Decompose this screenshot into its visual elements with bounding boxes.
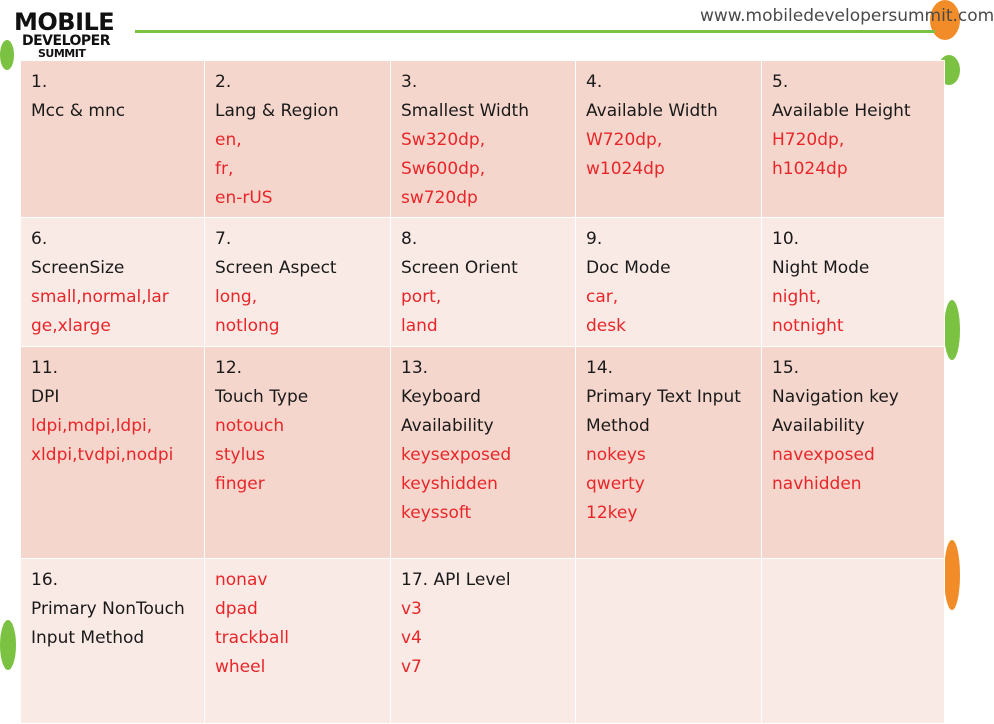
cell-number: 16. [31, 570, 59, 590]
table-cell [205, 347, 391, 559]
table-cell [391, 347, 576, 559]
cell-value: wheel [215, 657, 266, 677]
cell-number: 3. [401, 72, 418, 92]
cell-number: 7. [215, 229, 232, 249]
cell-value: long, [215, 287, 258, 307]
cell-number: 11. [31, 358, 59, 378]
cell-label: Screen Aspect [215, 258, 337, 278]
cell-label: ScreenSize [31, 258, 125, 278]
cell-value: navexposed [772, 445, 875, 465]
cell-value: keyshidden [401, 474, 498, 494]
table-row [21, 347, 945, 559]
cell-value: nokeys [586, 445, 646, 465]
cell-label: Touch Type [215, 387, 309, 407]
cell-label: 17. API Level [401, 570, 511, 590]
cell-label: Primary NonTouch Input Method [31, 599, 185, 648]
decorative-splash [944, 300, 960, 360]
cell-value: v4 [401, 628, 422, 648]
cell-value: navhidden [772, 474, 862, 494]
cell-label: Navigation key Availability [772, 387, 899, 436]
table-cell [762, 347, 945, 559]
cell-label: Keyboard Availability [401, 387, 494, 436]
cell-value: trackball [215, 628, 289, 648]
cell-value: W720dp, [586, 130, 663, 150]
cell-number: 1. [31, 72, 48, 92]
site-url: www.mobiledevelopersummit.com [700, 6, 994, 26]
cell-value: sw720dp [401, 188, 478, 208]
table-cell [21, 61, 205, 218]
table-cell [576, 61, 762, 218]
table-cell [205, 61, 391, 218]
cell-number: 5. [772, 72, 789, 92]
table-cell [21, 559, 205, 724]
cell-label: Smallest Width [401, 101, 529, 121]
cell-number: 8. [401, 229, 418, 249]
cell-label: Doc Mode [586, 258, 671, 278]
resource-qualifier-table [20, 60, 944, 720]
cell-value: notnight [772, 316, 844, 336]
table-cell [21, 218, 205, 347]
cell-number: 6. [31, 229, 48, 249]
cell-number: 9. [586, 229, 603, 249]
cell-label: Screen Orient [401, 258, 518, 278]
cell-value: finger [215, 474, 265, 494]
cell-value: ldpi,mdpi,ldpi, [31, 416, 153, 436]
qualifier-table [20, 60, 945, 724]
cell-number: 10. [772, 229, 800, 249]
cell-value: nonav [215, 570, 268, 590]
cell-number: 2. [215, 72, 232, 92]
logo-line-3: SUMMIT [38, 47, 86, 60]
event-logo [8, 4, 130, 60]
cell-value: car, [586, 287, 619, 307]
cell-label: Lang & Region [215, 101, 339, 121]
decorative-splash [0, 620, 16, 670]
cell-value: en-rUS [215, 188, 273, 208]
cell-number: 4. [586, 72, 603, 92]
table-cell [576, 559, 762, 724]
decorative-splash [944, 540, 960, 610]
cell-value: en, [215, 130, 242, 150]
table-cell [21, 347, 205, 559]
table-cell [391, 559, 576, 724]
cell-number: 12. [215, 358, 243, 378]
table-cell [762, 559, 945, 724]
cell-number: 14. [586, 358, 614, 378]
cell-value: notlong [215, 316, 280, 336]
table-cell [762, 61, 945, 218]
table-cell [576, 218, 762, 347]
cell-value: xldpi,tvdpi,nodpi [31, 445, 174, 465]
table-cell [391, 61, 576, 218]
cell-value: dpad [215, 599, 258, 619]
cell-label: Available Width [586, 101, 718, 121]
cell-value: qwerty [586, 474, 645, 494]
table-cell [762, 218, 945, 347]
cell-value: h1024dp [772, 159, 848, 179]
cell-value: ge,xlarge [31, 316, 111, 336]
cell-number: 13. [401, 358, 429, 378]
cell-label: Mcc & mnc [31, 101, 126, 121]
cell-value: small,normal,lar [31, 287, 169, 307]
cell-value: port, [401, 287, 442, 307]
cell-label: Night Mode [772, 258, 870, 278]
cell-value: Sw320dp, [401, 130, 486, 150]
cell-value: v7 [401, 657, 422, 677]
logo-line-1: MOBILE [14, 8, 115, 36]
cell-value: v3 [401, 599, 422, 619]
table-cell [205, 559, 391, 724]
cell-value: desk [586, 316, 626, 336]
table-row [21, 218, 945, 347]
cell-value: night, [772, 287, 822, 307]
table-cell [576, 347, 762, 559]
cell-value: land [401, 316, 438, 336]
cell-value: w1024dp [586, 159, 665, 179]
cell-value: keyssoft [401, 503, 472, 523]
table-row [21, 61, 945, 218]
cell-value: stylus [215, 445, 265, 465]
cell-value: Sw600dp, [401, 159, 486, 179]
cell-value: 12key [586, 503, 638, 523]
table-row [21, 559, 945, 724]
cell-number: 15. [772, 358, 800, 378]
cell-value: H720dp, [772, 130, 845, 150]
cell-value: keysexposed [401, 445, 512, 465]
table-cell [205, 218, 391, 347]
logo-line-2: DEVELOPER [22, 33, 111, 49]
cell-label: Available Height [772, 101, 911, 121]
table-cell [391, 218, 576, 347]
cell-value: fr, [215, 159, 234, 179]
cell-label: DPI [31, 387, 60, 407]
header-divider [135, 30, 935, 33]
cell-label: Primary Text Input Method [586, 387, 741, 436]
cell-value: notouch [215, 416, 285, 436]
